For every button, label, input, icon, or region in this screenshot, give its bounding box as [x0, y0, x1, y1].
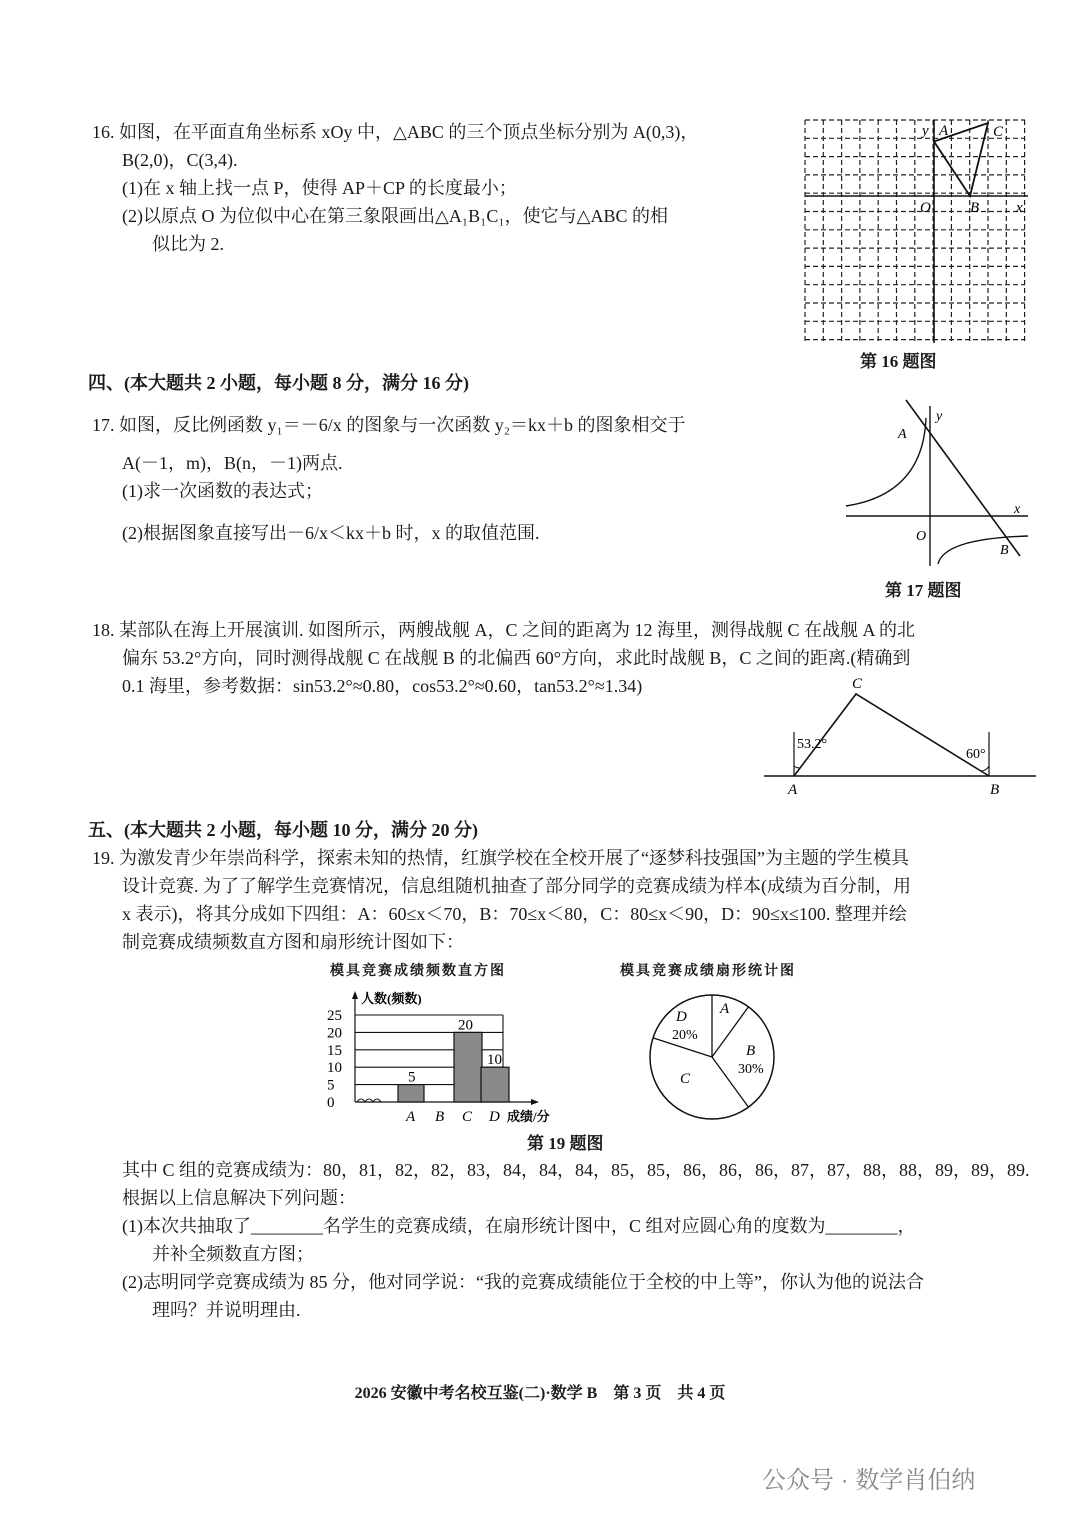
q17-line-1: 17. 如图，反比例函数 y₁＝－6/x 的图象与一次函数 y₂＝kx＋b 的图象相交于: [92, 415, 686, 435]
q16-caption: 第 16 题图: [860, 352, 937, 371]
section-5-heading: 五、(本大题共 2 小题，每小题 10 分，满分 20 分): [88, 820, 478, 840]
q17-part-2: (2)根据图象直接写出－6/x＜kx＋b 时，x 的取值范围.: [122, 523, 540, 543]
q18-ships-figure: [760, 670, 1040, 800]
point-b-label: B: [1000, 543, 1009, 558]
pie-slice-percent-B: 30%: [738, 1062, 764, 1077]
y-tick-label: 5: [327, 1077, 335, 1094]
angle-b-label: 60°: [966, 747, 986, 762]
q19-line-3: x 表示)，将其分成如下四组：A：60≤x＜70，B：70≤x＜80，C：80≤x＜90，D：90≤x≤100. 整理并绘: [122, 904, 907, 924]
ship-b-label: B: [990, 782, 1000, 798]
angle-a-label: 53.2°: [797, 737, 828, 752]
q17-line-2: A(－1，m)，B(n，－1)两点.: [122, 453, 343, 473]
q17-graph-figure: [838, 398, 1030, 568]
q19-line-1: 19. 为激发青少年崇尚科学，探索未知的热情，红旗学校在全校开展了“逐梦科技强国”为主题的学生模具: [92, 848, 909, 868]
x-tick-label: D: [489, 1109, 500, 1125]
q19-part-2: (2)志明同学竞赛成绩为 85 分，他对同学说：“我的竞赛成绩能位于全校的中上等”，你认为他的说法合: [122, 1272, 924, 1292]
y-tick-label: 10: [327, 1060, 342, 1077]
q16-line-1: 16. 如图，在平面直角坐标系 xOy 中，△ABC 的三个顶点坐标分别为 A(0,3)，: [92, 122, 699, 142]
x-axis-title: 成绩/分: [507, 1109, 550, 1124]
q18-line-1: 18. 某部队在海上开展演训. 如图所示，两艘战舰 A，C 之间的距离为 12 海里，测得战舰 C 在战舰 A 的北: [92, 620, 916, 640]
q19-line-4: 制竞赛成绩频数直方图和扇形统计图如下：: [122, 932, 464, 952]
pie-slice-label-A: A: [720, 1001, 730, 1017]
pie-chart-title: 模具竞赛成绩扇形统计图: [620, 964, 796, 979]
y-axis-label: y: [936, 409, 943, 424]
bar-value-label: 20: [458, 1017, 473, 1034]
bar-A: [398, 1085, 424, 1102]
point-a-label: A: [939, 123, 949, 139]
bar-value-label: 5: [408, 1069, 416, 1086]
pie-slice-label-D: D: [676, 1009, 687, 1025]
ship-c-label: C: [852, 676, 863, 692]
section-4-heading: 四、(本大题共 2 小题，每小题 8 分，满分 16 分): [88, 373, 469, 393]
histogram: [325, 985, 575, 1125]
q19-part-1-cont: 并补全频数直方图；: [152, 1244, 314, 1264]
q16-part-2: (2)以原点 O 为位似中心在第三象限画出△A₁B₁C₁，使它与△ABC 的相: [122, 206, 669, 226]
point-a-label: A: [898, 427, 907, 442]
q19-caption: 第 19 题图: [527, 1134, 604, 1153]
pie-slice-percent-D: 20%: [672, 1028, 698, 1043]
q16-part-1: (1)在 x 轴上找一点 P，使得 AP＋CP 的长度最小；: [122, 178, 517, 198]
q19-part-1: (1)本次共抽取了________名学生的竞赛成绩，在扇形统计图中，C 组对应圆心角的度数为________，: [122, 1216, 916, 1236]
page-footer: 2026 安徽中考名校互鉴(二)·数学 B 第 3 页 共 4 页: [354, 1385, 726, 1402]
q18-line-2: 偏东 53.2°方向，同时测得战舰 C 在战舰 B 的北偏西 60°方向，求此时战舰 B，C 之间的距离.(精确到: [122, 648, 911, 668]
x-tick-label: C: [462, 1109, 473, 1125]
q19-c-scores: 其中 C 组的竞赛成绩为：80，81，82，82，83，84，84，84，85，85，86，86，86，87，87，88，88，89，89，89.: [122, 1160, 1030, 1180]
q19-part-2-cont: 理吗？并说明理由.: [152, 1300, 301, 1320]
x-axis-label: x: [1014, 502, 1021, 517]
q19-instruction: 根据以上信息解决下列问题：: [122, 1188, 356, 1208]
q18-line-3: 0.1 海里，参考数据：sin53.2°≈0.80，cos53.2°≈0.60，tan53.2°≈1.34): [122, 676, 643, 696]
y-tick-label: 20: [327, 1025, 342, 1042]
y-tick-label: 25: [327, 1008, 342, 1024]
ship-a-label: A: [788, 782, 798, 798]
point-b-label: B: [970, 200, 980, 216]
y-axis-title: 人数(频数): [361, 991, 422, 1006]
watermark: 公众号 · 数学肖伯纳: [762, 1467, 976, 1494]
histogram-title: 模具竞赛成绩频数直方图: [330, 964, 506, 979]
y-axis-label: y: [922, 123, 929, 139]
q16-grid-figure: [800, 118, 1030, 350]
x-tick-label: A: [406, 1109, 416, 1125]
bar-D: [481, 1067, 509, 1102]
y-tick-label: 0: [327, 1095, 335, 1111]
bar-C: [454, 1032, 482, 1102]
origin-label: O: [920, 200, 931, 216]
x-axis-label: x: [1016, 200, 1023, 216]
origin-label: O: [916, 529, 927, 544]
pie-slice-label-C: C: [680, 1071, 691, 1087]
x-tick-label: B: [435, 1109, 445, 1125]
q19-line-2: 设计竞赛. 为了了解学生竞赛情况，信息组随机抽查了部分同学的竞赛成绩为样本(成绩为百分制，用: [122, 876, 911, 896]
q17-caption: 第 17 题图: [885, 581, 962, 600]
y-tick-label: 15: [327, 1042, 342, 1059]
point-c-label: C: [993, 124, 1004, 140]
bar-value-label: 10: [487, 1052, 502, 1069]
q16-line-2: B(2,0)，C(3,4).: [122, 150, 238, 170]
q16-part-2-cont: 似比为 2.: [152, 234, 224, 254]
q17-part-1: (1)求一次函数的表达式；: [122, 481, 323, 501]
pie-chart: [640, 985, 790, 1135]
pie-slice-label-B: B: [746, 1043, 756, 1059]
